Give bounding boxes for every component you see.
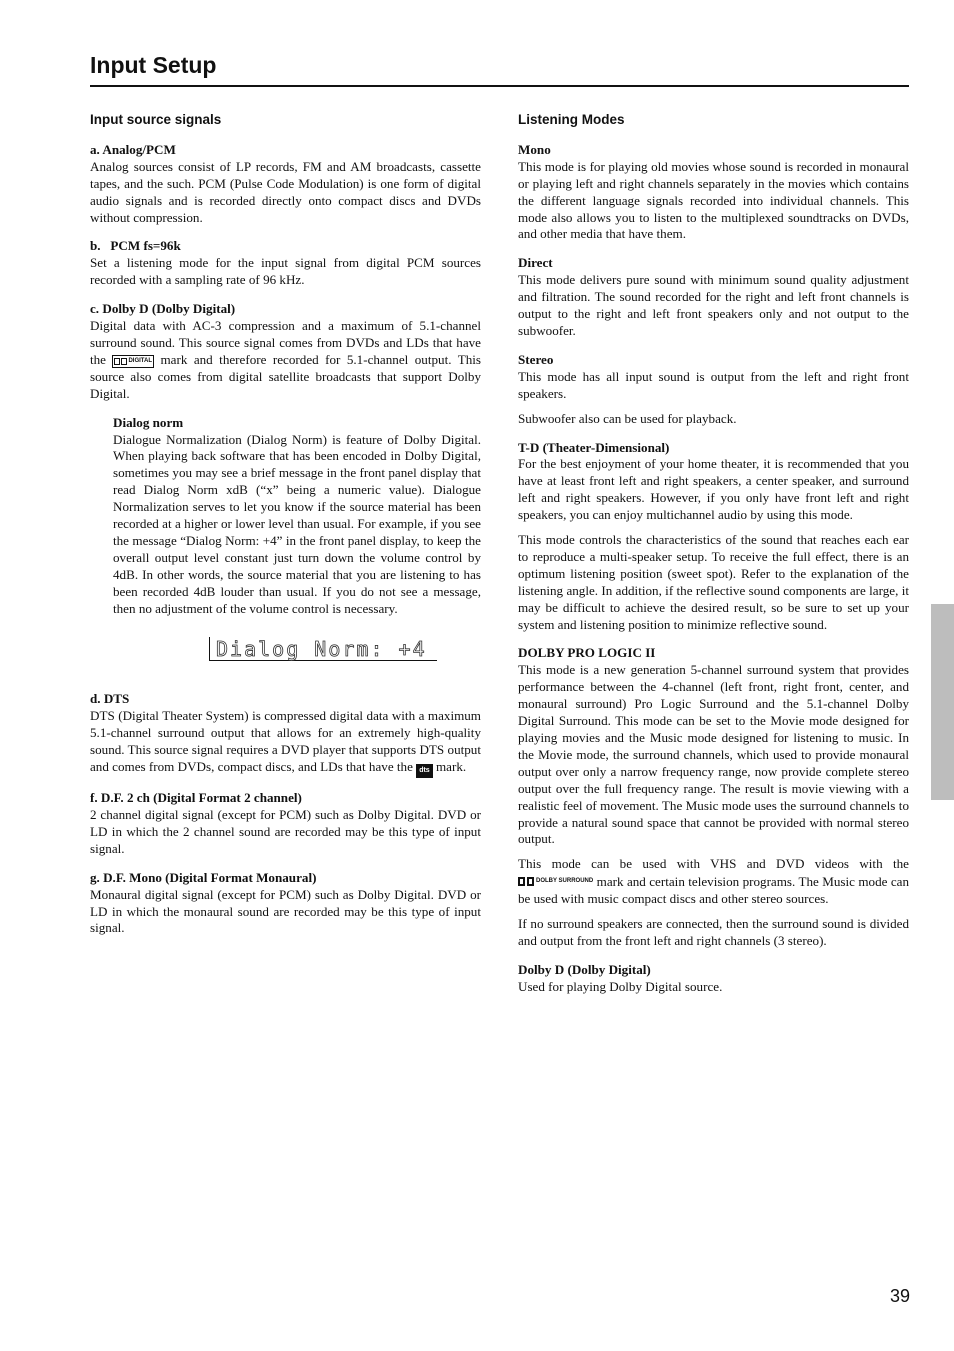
pro-logic-ii-text-2b: mark and certain television programs. The Music mode can be used with music compact discs and other stereo sources.: [518, 874, 909, 907]
theater-dimensional-text-2: This mode controls the characteristics of the sound that reaches each ear to reproduce a multi-speaker setup. To receive the full effect, there is an optimum listening position (sweet spot). Refer to the explanation of the listening angle. In addition, if the reflective sound components are large, it may be difficult to achieve the desired result, so be sure to set up your system and listening position to minimize reflective sound.: [518, 532, 909, 632]
dolby-surround-logo-text: DOLBY SURROUND: [536, 878, 594, 885]
dfmono-text: Monaural digital signal (except for PCM) such as Dolby Digital. DVD or LD in which the monaural sound are recorded may be this type of input signal.: [90, 886, 481, 936]
pro-logic-ii-heading: DOLBY PRO LOGIC II: [518, 645, 656, 661]
dialog-norm-display: Dialog Norm: +4: [209, 637, 437, 661]
dolby-digital-logo-icon: [112, 355, 154, 368]
pcm96-heading: b. PCM fs=96k: [90, 238, 181, 254]
df2ch-block: [90, 790, 481, 858]
page-title: Input Setup: [90, 52, 217, 78]
dialog-norm-heading: Dialog norm: [113, 414, 184, 430]
title-rule: [90, 85, 909, 87]
dts-text-part1: DTS (Digital Theater System) is compressed digital data with a maximum 5.1-channel surround output that allows for an extremely high-quality sound. This source signal requires a DVD player that supports DTS output and comes from DVDs, compact discs, and LDs that have the: [90, 708, 481, 775]
direct-heading: Direct: [518, 255, 553, 271]
dolby-d-text: Used for playing Dolby Digital source.: [518, 978, 723, 994]
page-number: 39: [889, 1286, 910, 1306]
stereo-subwoofer-text: Subwoofer also can be used for playback.: [518, 410, 737, 426]
stereo-text: This mode has all input sound is output from the left and right front speakers.: [518, 368, 909, 401]
analog-pcm-block: [90, 142, 481, 227]
section-title-input-source-signals: Input source signals: [90, 112, 222, 127]
theater-dimensional-heading: T-D (Theater-Dimensional): [518, 439, 670, 455]
pcm96-text: Set a listening mode for the input signal from digital PCM sources recorded with a sampling rate of 96 kHz.: [90, 255, 481, 288]
side-tab-marker: [931, 604, 954, 800]
df2ch-heading: f. D.F. 2 ch (Digital Format 2 channel): [90, 790, 302, 806]
dolby-surround-logo-icon: [518, 873, 593, 890]
section-title-listening-modes: Listening Modes: [518, 112, 625, 127]
stereo-block: [518, 352, 909, 428]
right-column: [518, 112, 909, 1008]
dfmono-block: [90, 870, 481, 938]
dolby-digital-block: [90, 301, 481, 402]
dialog-norm-text: Dialogue Normalization (Dialog Norm) is feature of Dolby Digital. When playing back software that has been encoded in Dolby Digital, sometimes you may see a brief message in the front panel display that read Dialog Norm xdB (“x” being a numeric value). Dialogue Normalization serves to let you know if the source material has been recorded at a higher or lower level than usual. For example, if you see the message “Dialog Norm: +4” in the front panel display, to keep the overall output level constant just turn down the volume control by 4dB. In other words, the source material that you are listening to has been recorded 4dB louder than usual. If you do not see a message, then no adjustment of the volume control is necessary.: [113, 431, 481, 616]
mono-heading: Mono: [518, 141, 551, 157]
analog-pcm-text: Analog sources consist of LP records, FM and AM broadcasts, cassette tapes, and the such. PCM (Pulse Code Modulation) is one form of digital audio signals and is recorded directly onto compact discs and DVDs without compression.: [90, 158, 481, 225]
pro-logic-ii-text-2: [518, 856, 909, 908]
dolby-digital-text-part1: Digital data with AC-3 compression and a maximum of 5.1-channel surround sound. This source signal comes from DVDs and LDs that have the: [90, 318, 481, 367]
direct-text: This mode delivers pure sound with minimum sound quality adjustment and filtration. The sound recorded for the right and left front channels is output to the right and left front speakers only and not output to the subwoofer.: [518, 272, 909, 338]
mono-block: [518, 142, 909, 243]
dts-block: [90, 691, 481, 778]
dts-logo-icon: dts: [416, 764, 433, 778]
theater-dimensional-text-1: For the best enjoyment of your home theater, it is recommended that you have at least front left and right speakers, a center speaker, and surround left and right speakers. However, if you only have front left and right speakers, you can enjoy multichannel audio by using this mode.: [518, 456, 909, 523]
dts-text: [90, 708, 481, 778]
df2ch-text: 2 channel digital signal (except for PCM) such as Dolby Digital. DVD or LD in which the 2 channel sound are recorded may be this type of input signal.: [90, 807, 481, 856]
direct-block: [518, 255, 909, 340]
dialog-norm-block: [113, 415, 481, 662]
pro-logic-ii-text-1: This mode is a new generation 5-channel surround system that provides performance between the 4-channel (left front, right front, center, and monaural surround) Pro Logic Surround and the 5.1-channel Dolby Digital Surround. This mode can be set to the Movie mode designed for playing movies and the Music mode designed for listening to music. In the Movie mode, the surround channels, which used to provide monaural output over only a narrow frequency range, now provide complete stereo output over the full frequency range. The result is movie viewing with a realistic feel of movement. The Music mode uses the surround channels to provide a natural sound space that cannot be provided with normal stereo output.: [518, 662, 909, 847]
mono-text: This mode is for playing old movies whose sound is recorded in monaural or playing left and right channels separately in the movies which contains the different language signals recorded into individual channels. This mode also allows you to listen to the multiplexed soundtracks on DVDs, and other media that have them.: [518, 158, 909, 242]
dolby-d-block: [518, 962, 909, 996]
pro-logic-ii-text-3: If no surround speakers are connected, then the surround sound is divided and output from the front left and right channels (3 stereo).: [518, 916, 909, 948]
dfmono-heading: g. D.F. Mono (Digital Format Monaural): [90, 869, 317, 885]
pro-logic-ii-text-2a: This mode can be used with VHS and DVD videos with the: [518, 856, 909, 872]
left-column: [90, 112, 481, 949]
dts-text-part2: mark.: [435, 759, 467, 775]
pro-logic-ii-block: [518, 645, 909, 949]
theater-dimensional-block: [518, 440, 909, 634]
analog-pcm-heading: a. Analog/PCM: [90, 141, 176, 157]
dolby-digital-logo-text: DIGITAL: [128, 358, 153, 365]
pcm96-block: [90, 238, 481, 289]
dolby-d-heading: Dolby D (Dolby Digital): [518, 961, 651, 977]
dolby-digital-text-part2: mark and therefore recorded for 5.1-channel output. This source also comes from digital satellite broadcasts that support Dolby Digital.: [90, 351, 481, 401]
dts-heading: d. DTS: [90, 691, 130, 707]
stereo-heading: Stereo: [518, 351, 554, 367]
dolby-digital-text: [90, 318, 481, 403]
dolby-digital-heading: c. Dolby D (Dolby Digital): [90, 301, 236, 317]
